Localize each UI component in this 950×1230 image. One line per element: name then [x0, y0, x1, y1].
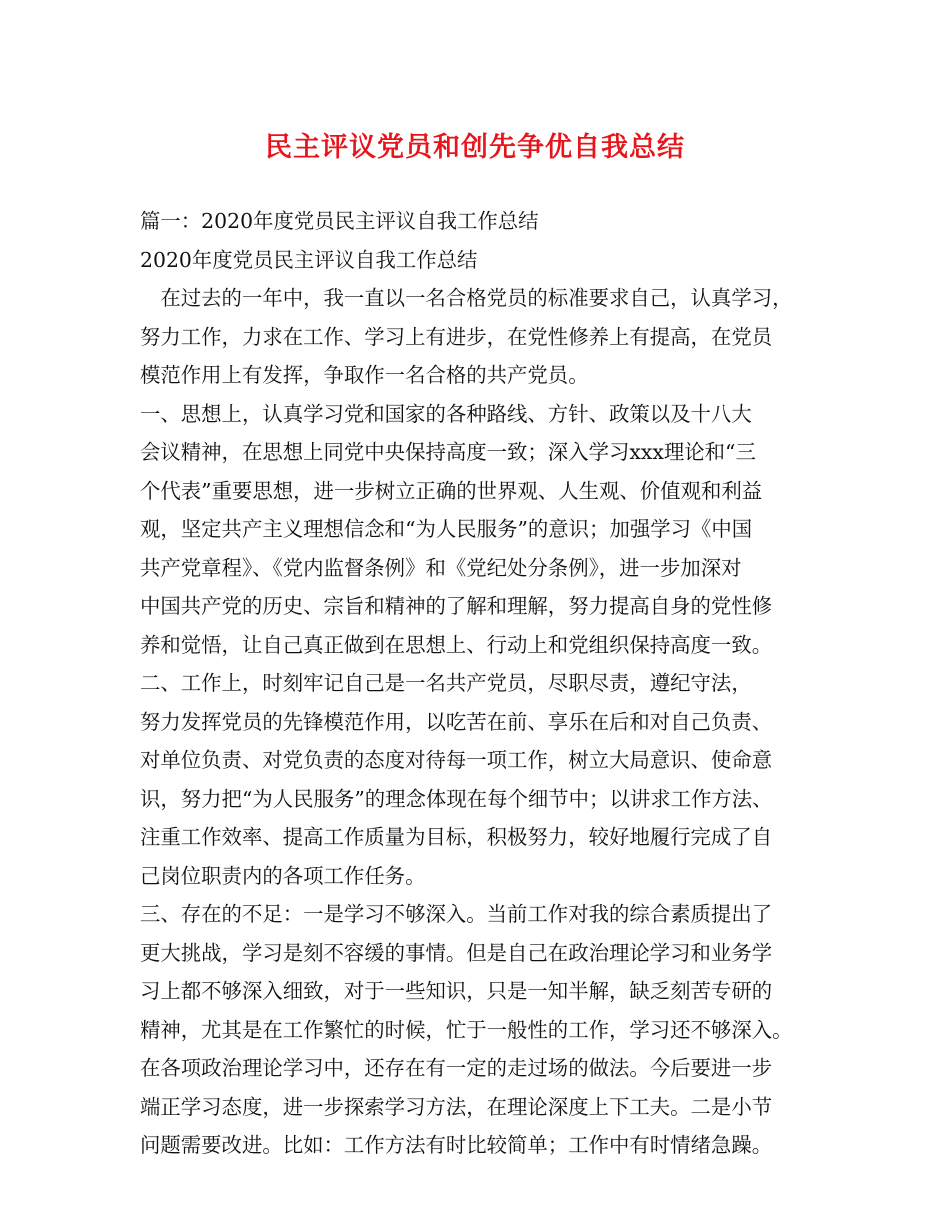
text-line: 精神，尤其是在工作繁忙的时候，忙于一般性的工作，学习还不够深入。: [140, 1017, 793, 1042]
text-line: 在过去的一年中，我一直以一名合格党员的标准要求自己，认真学习，: [140, 286, 793, 310]
text-line: 篇一：2020年度党员民主评议自我工作总结: [140, 209, 539, 233]
text-line: 共产党章程》、《党内监督条例》和《党纪处分条例》，进一步加深对: [140, 555, 742, 580]
text-line: 努力发挥党员的先锋模范作用，以吃苦在前、享乐在后和对自己负责、: [140, 709, 773, 734]
text-line: 己岗位职责内的各项工作任务。: [140, 863, 426, 888]
text-line: 会议精神，在思想上同党中央保持高度一致；深入学习xxx理论和“三: [140, 440, 756, 464]
text-line: 习上都不够深入细致，对于一些知识，只是一知半解，缺乏刻苦专研的: [140, 979, 773, 1003]
text-line: 一、思想上，认真学习党和国家的各种路线、方针、政策以及十八大: [140, 401, 752, 426]
text-line: 观，坚定共产主义理想信念和“为人民服务”的意识；加强学习《中国: [140, 517, 753, 541]
text-line: 二、工作上，时刻牢记自己是一名共产党员，尽职尽责，遵纪守法，: [140, 671, 752, 695]
text-line: 养和觉悟，让自己真正做到在思想上、行动上和党组织保持高度一致。: [140, 632, 773, 657]
text-line: 端正学习态度，进一步探索学习方法，在理论深度上下工夫。二是小节: [140, 1094, 773, 1119]
text-line: 2020年度党员民主评议自我工作总结: [140, 247, 478, 272]
text-line: 三、存在的不足：一是学习不够深入。当前工作对我的综合素质提出了: [140, 902, 773, 926]
text-line: 模范作用上有发挥，争取作一名合格的共产党员。: [140, 363, 589, 387]
text-line: 对单位负责、对党负责的态度对待每一项工作，树立大局意识、使命意: [140, 748, 773, 772]
text-line: 在各项政治理论学习中，还存在有一定的走过场的做法。今后要进一步: [140, 1056, 773, 1080]
document-body: [140, 202, 830, 1165]
text-line: 努力工作，力求在工作、学习上有进步，在党性修养上有提高，在党员: [140, 324, 773, 349]
text-line: 问题需要改进。比如：工作方法有时比较简单；工作中有时情绪急躁。: [140, 1133, 773, 1157]
document-title: 民主评议党员和创先争优自我总结: [265, 132, 685, 163]
text-line: 中国共产党的历史、宗旨和精神的了解和理解，努力提高自身的党性修: [140, 594, 773, 618]
text-line: 更大挑战，学习是刻不容缓的事情。但是自己在政治理论学习和业务学: [140, 940, 773, 965]
text-line: 识，努力把“为人民服务”的理念体现在每个细节中；以讲求工作方法、: [140, 786, 773, 811]
text-line: 注重工作效率、提高工作质量为目标，积极努力，较好地履行完成了自: [140, 825, 773, 849]
text-line: 个代表”重要思想，进一步树立正确的世界观、人生观、价值观和利益: [140, 478, 763, 503]
